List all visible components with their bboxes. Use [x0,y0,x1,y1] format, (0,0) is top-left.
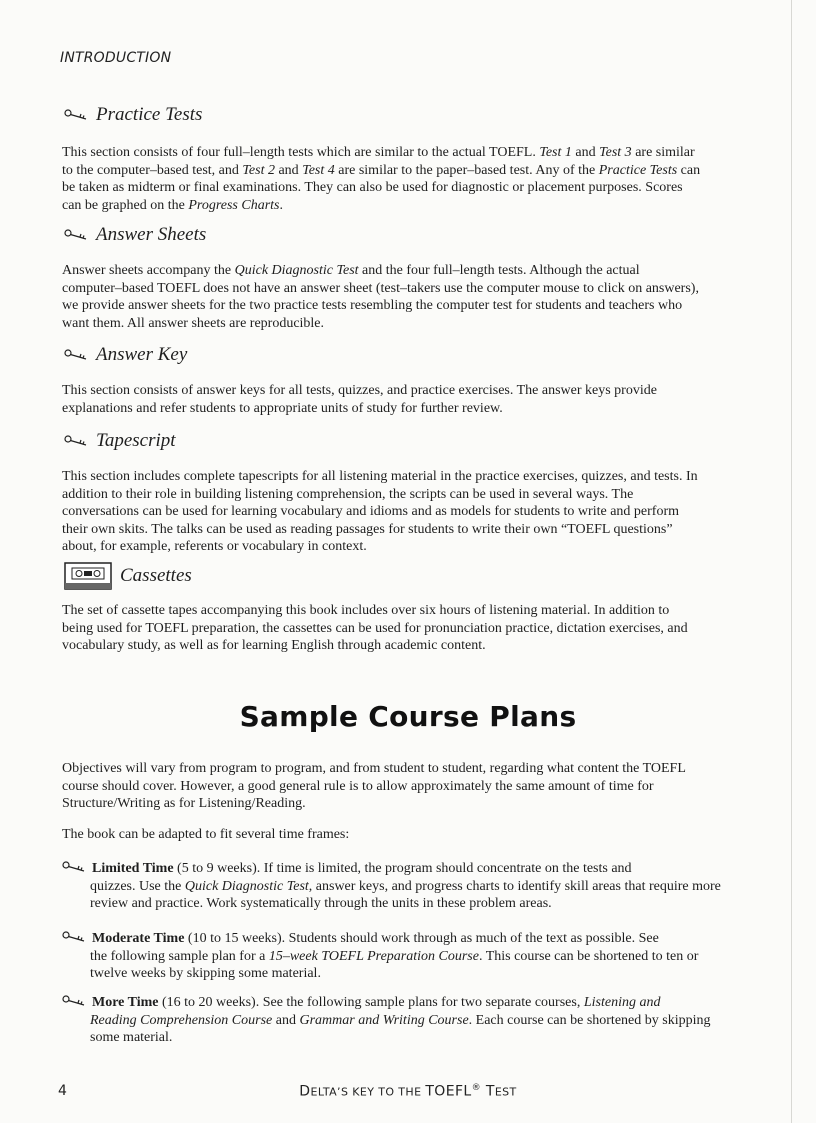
practice-tests-body: This section consists of four full–length tests which are similar to the actual TOEFL. Test 1 and Test 3 are similar to the computer–based test, and Test 2 and Test 4 are similar to the paper–based test. Any of the Practice Tests can be taken as midterm or final examinations. They can also be used for diagnostic or placement purposes. Scores can be graphed on the Progress Charts. [62,145,701,213]
section-title-cassettes: Cassettes [64,562,192,590]
key-icon [64,349,90,361]
key-icon [62,931,88,943]
answer-key-body: This section consists of answer keys for all tests, quizzes, and practice exercises. The answer keys provide explanations and refer students to appropriate units of study for further review. [62,383,657,416]
cassette-icon [64,562,112,590]
section-title-answer-sheets: Answer Sheets [64,224,206,246]
page-edge [791,0,792,1123]
tapescript-body: This section includes complete tapescripts for all listening material in the practice exercises, quizzes, and tests. In addition to their role in building listening comprehension, the scripts can be used in several ways. The conversations can be used for learning vocabulary and idioms and as models for students to write and perform their own skits. The talks can be used as reading passages for students to write their own “TOEFL questions” about, for example, referents or vocabulary in context. [62,469,698,555]
key-icon [64,109,90,121]
plan-moderate-time: Moderate Time (10 to 15 weeks). Students should work through as much of the text as possible. See the following sample plan for a 15–week TOEFL Preparation Course. This course can be shortened to ten or twelve weeks by skipping some material. [62,930,722,983]
plan-limited-time: Limited Time (5 to 9 weeks). If time is limited, the program should concentrate on the tests and quizzes. Use the Quick Diagnostic Test, answer keys, and progress charts to identify skill areas that require more review and practice. Work systematically through the units in these problem areas. [62,860,722,913]
key-icon [62,995,88,1007]
running-header [60,50,171,66]
book-title: DELTA’S KEY TO THE TOEFL® TEST [299,1083,517,1100]
key-icon [62,861,88,873]
course-plans-intro: Objectives will vary from program to program, and from student to student, regarding what content the TOEFL course should cover. However, a good general rule is to allow approximately the same amount of time for Structure/Writing as for Listening/Reading. [62,761,686,812]
course-plans-title: Sample Course Plans [239,700,577,733]
page-number: 4 [58,1083,67,1099]
key-icon [64,435,90,447]
plan-more-time: More Time (16 to 20 weeks). See the following sample plans for two separate courses, Listening and Reading Comprehension Course and Grammar and Writing Course. Each course can be shortened by skipping some material. [62,994,722,1047]
section-title-practice-tests: Practice Tests [64,104,202,126]
answer-sheets-body: Answer sheets accompany the Quick Diagnostic Test and the four full–length tests. Although the actual computer–based TOEFL does not have an answer sheet (test–takers use the computer mouse to click on answers), we provide answer sheets for the two practice tests resembling the computer test for students and teachers who want them. All answer sheets are reproducible. [62,263,699,331]
section-title-answer-key: Answer Key [64,344,187,366]
course-plans-adapt: The book can be adapted to fit several time frames: [62,827,350,842]
key-icon [64,229,90,241]
cassettes-body: The set of cassette tapes accompanying this book includes over six hours of listening material. In addition to being used for TOEFL preparation, the cassettes can be used for pronunciation practice, dictation exercises, and vocabulary study, as well as for learning English through academic content. [62,603,688,654]
section-title-tapescript: Tapescript [64,430,176,452]
running-title: INTRODUCTION [60,50,172,66]
